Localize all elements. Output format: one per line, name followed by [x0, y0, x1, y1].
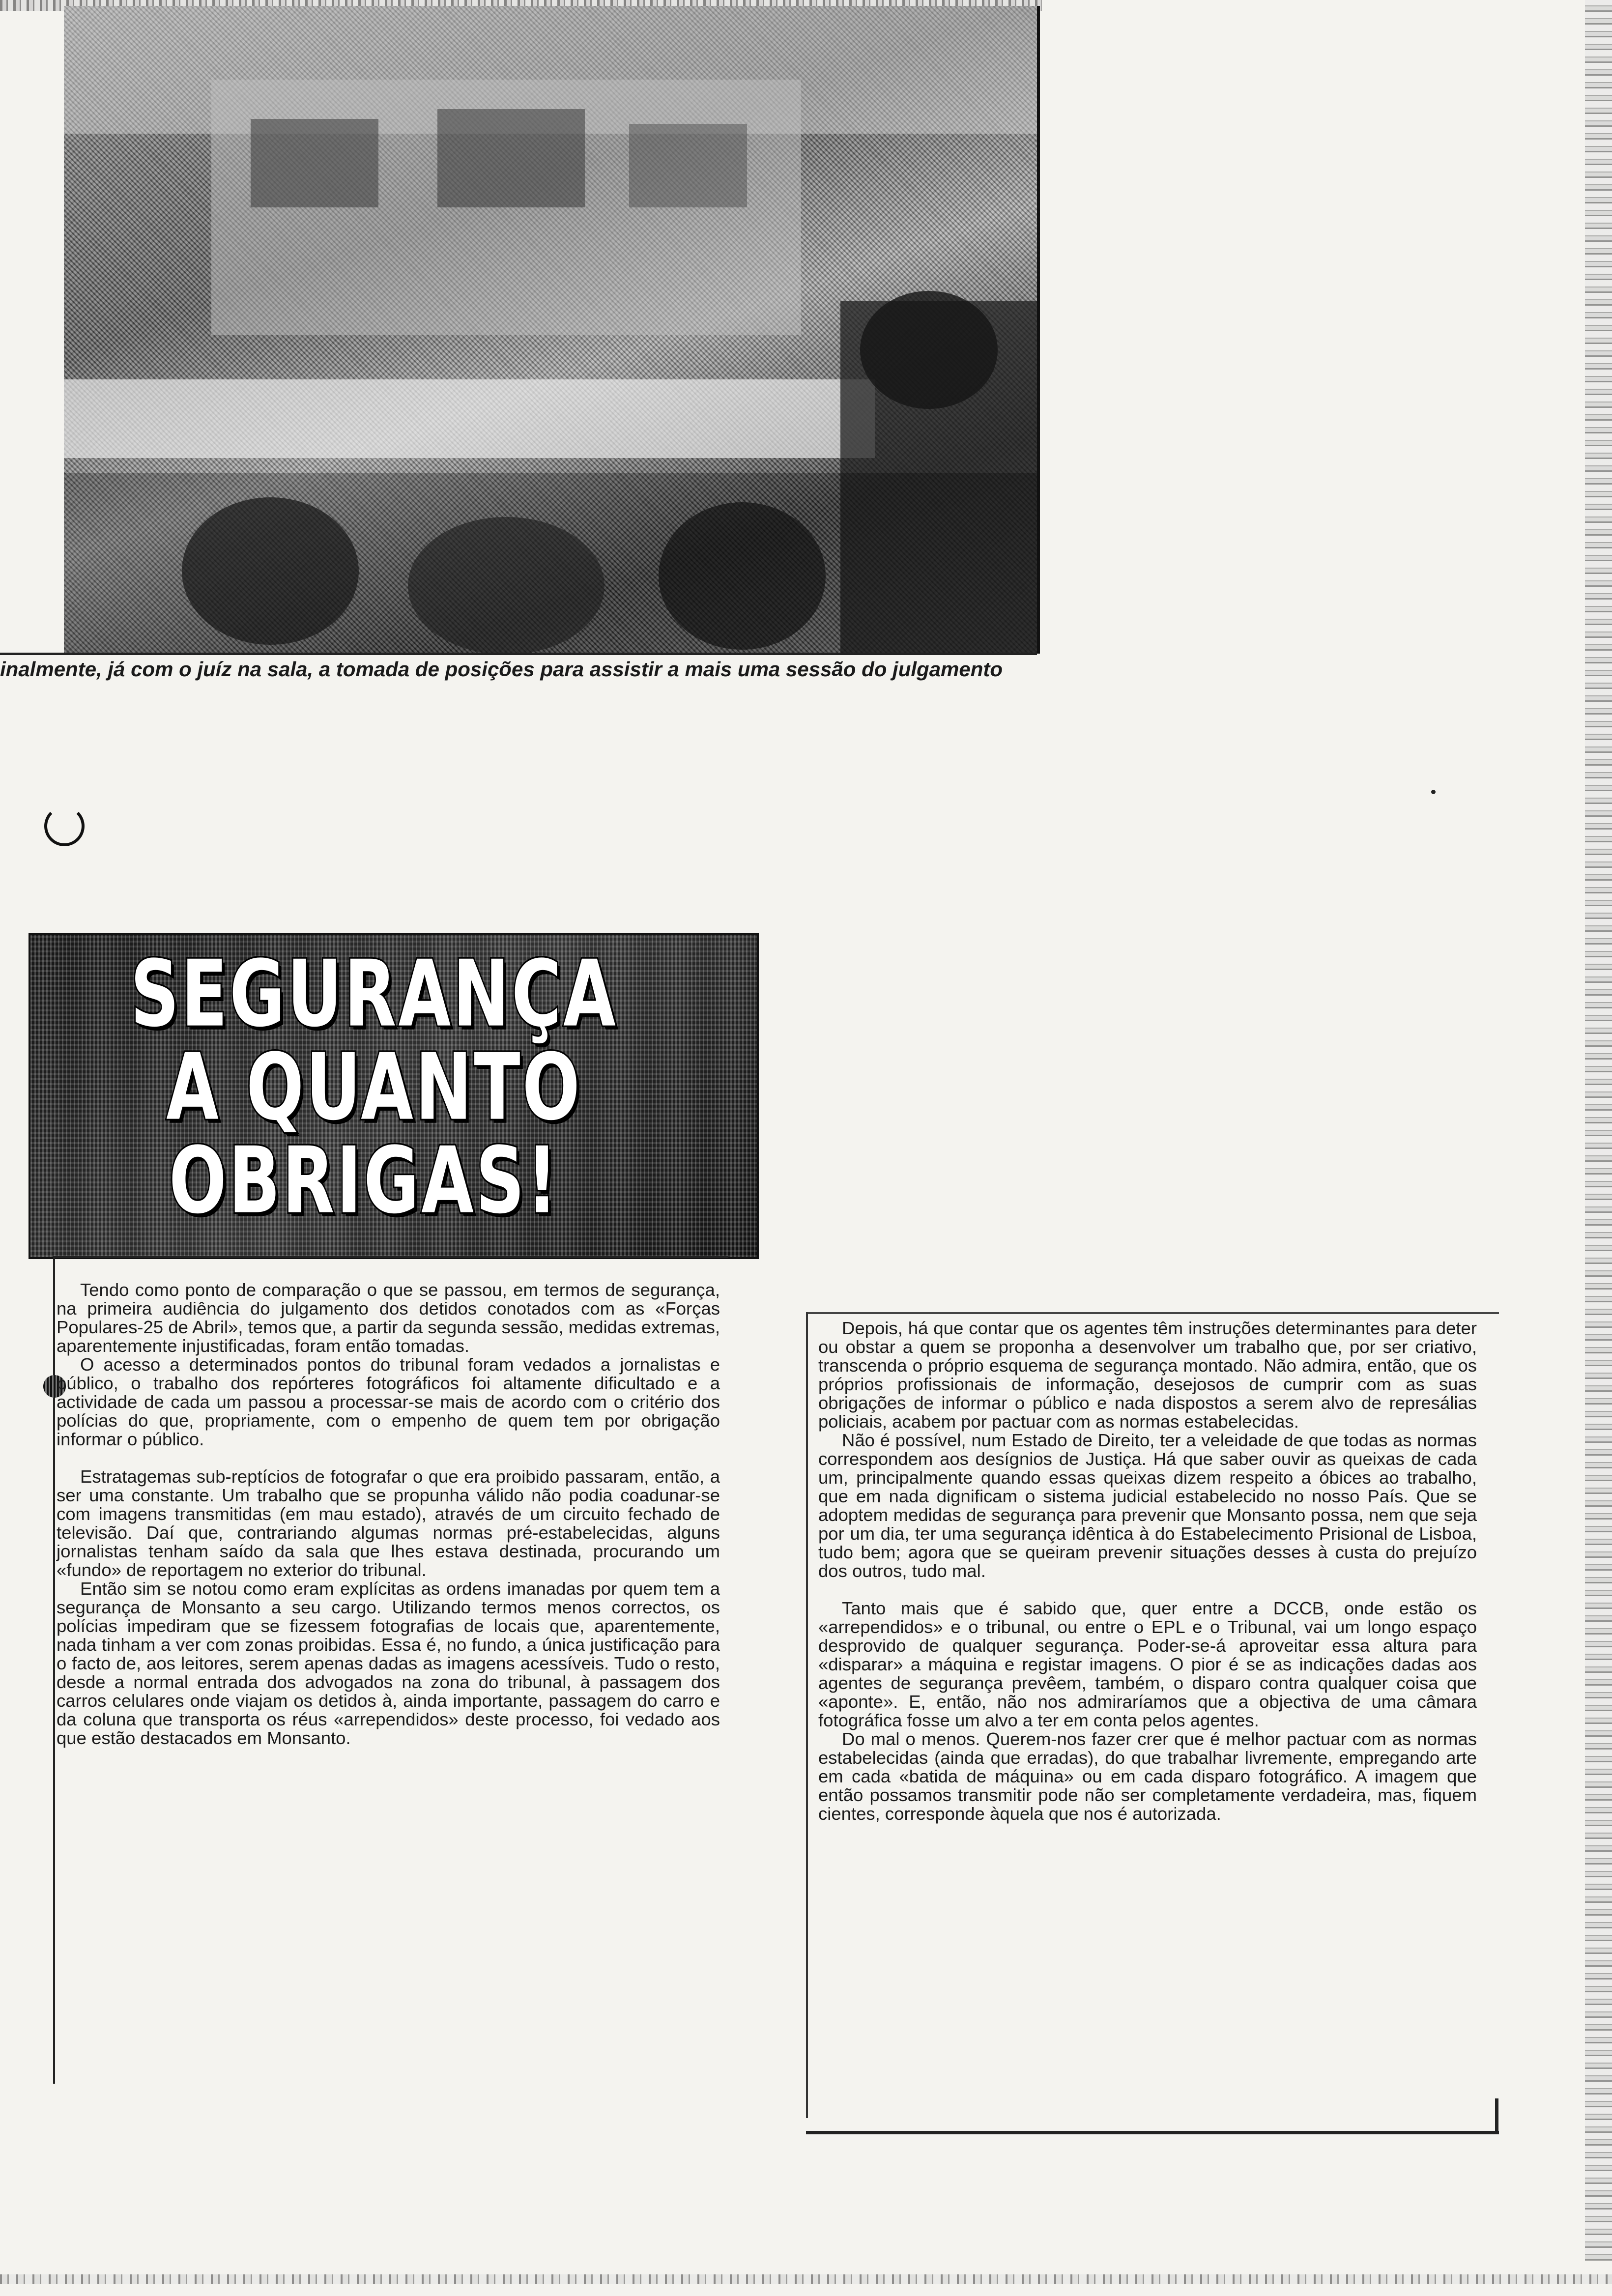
- right-column-frame-corner: [1495, 2098, 1498, 2133]
- paragraph: Então sim se notou como eram explícitas as ordens imanadas por quem tem a segurança de Monsanto a seu cargo. Utilizando termos menos correctos, os polícias impediram que se fizessem fotografias de locais que, aparentemente, nada tinham a ver com zonas proibidas. Essa é, no fundo, a única justificação para o facto de, aos leitores, serem apenas dadas as imagens acessíveis. Tudo o resto, desde a normal entrada dos advogados na zona do tribunal, à passagem dos carros celulares onde viajam os detidos à, ainda importante, passagem do carro e da coluna que transporta os réus «arrependidos» deste processo, foi vedado aos que estão destacados em Monsanto.: [57, 1578, 720, 1748]
- photo-caption: inalmente, já com o juíz na sala, a tomada de posições para assistir a mais uma sessão do julgamento: [0, 658, 1003, 681]
- courtroom-photo-drawing: [64, 6, 1037, 654]
- paragraph: Não é possível, num Estado de Direito, ter a veleidade de que todas as normas correspondem aos desígnios de Justiça. Há que saber ouvir as queixas de cada um, principalmente quando essas queixas dizem respeito a óbices ao trabalho, que em nada dignificam o sistema judicial estabelecido no nosso País. Que se adoptem medidas de segurança para prevenir que Monsanto possa, nem que seja por um dia, ter uma segurança idêntica à do Estabelecimento Prisional de Lisboa, tudo bem; agora que se queiram prevenir situações desses à custa do prejuízo dos outros, tudo mal.: [818, 1430, 1477, 1581]
- scan-noise-bottom: [0, 2274, 1612, 2284]
- article-right-column: [818, 1319, 1477, 1823]
- paragraph: O acesso a determinados pontos do tribunal foram vedados a jornalistas e público, o trabalho dos repórteres fotográficos foi altamente dificultado e a actividade de cada um passou a processar-se mais de acordo com o critério dos polícias do que, propriamente, com o empenho de quem tem por obrigação informar o público.: [57, 1354, 720, 1449]
- headline-line-2: A QUANTO: [166, 1033, 582, 1141]
- headline-line-3: OBRIGAS!: [169, 1127, 560, 1234]
- right-column-frame-bottom: [806, 2131, 1499, 2134]
- photo-bottom-rule: [0, 653, 1037, 655]
- headline-banner: [29, 933, 759, 1259]
- paragraph: Tendo como ponto de comparação o que se passou, em termos de segurança, na primeira audiência do julgamento dos detidos conotados com as «Forças Populares-25 de Abril», temos que, a partir da segunda sessão, medidas extremas, aparentemente injustificadas, foram então tomadas.: [57, 1280, 720, 1356]
- punch-hole-mark: [44, 806, 85, 846]
- speck-mark: [1431, 790, 1436, 794]
- headline-line-1: SEGURANÇA: [130, 940, 618, 1048]
- article-left-column: [57, 1281, 720, 1748]
- paragraph: Tanto mais que é sabido que, quer entre a DCCB, onde estão os «arrependidos» e o tribunal, ou entre o EPL e o Tribunal, vai um longo espaço desprovido de qualquer segurança. Poder-se-á aproveitar essa altura para «disparar» a máquina e registar imagens. O pior é se as indicações dadas aos agentes de segurança prevêem, também, o disparo contra qualquer coisa que «aponte». E, então, não nos admiraríamos que a objectiva de uma câmara fotográfica fosse um alvo a ter em conta pelos agentes.: [818, 1598, 1477, 1730]
- scan-edge-right: [1585, 0, 1612, 2261]
- paragraph: Do mal o menos. Querem-nos fazer crer que é melhor pactuar com as normas estabelecidas (ainda que erradas), do que trabalhar livremente, empregando arte em cada «batida de máquina» ou em cada disparo fotográfico. A imagem que então possamos transmitir pode não ser completamente verdadeira, mas, fiquem cientes, corresponde àquela que nos é autorizada.: [818, 1729, 1477, 1824]
- courtroom-photo: [64, 6, 1040, 654]
- right-column-frame-top: [806, 1312, 1499, 1314]
- right-column-frame-left: [806, 1312, 808, 2118]
- paragraph: Estratagemas sub-reptícios de fotografar o que era proibido passaram, então, a ser uma constante. Um trabalho que se propunha válido não podia coadunar-se com imagens transmitidas (em mau estado), através de um circuito fechado de televisão. Daí que, contrariando algumas normas pré-estabelecidas, alguns jornalistas tenham saído da sala que lhes estava destinada, procurando um «fundo» de reportagem no exterior do tribunal.: [57, 1466, 720, 1580]
- paragraph: Depois, há que contar que os agentes têm instruções determinantes para deter ou obstar a quem se proponha a desenvolver um trabalho que, por ser criativo, transcenda o próprio esquema de segurança montado. Não admira, então, que os próprios profissionais de informação, desejosos de cumprir com as suas obrigações de informar o público e nada dispostos a serem alvo de represálias policiais, acabem por pactuar com as normas estabelecidas.: [818, 1318, 1477, 1432]
